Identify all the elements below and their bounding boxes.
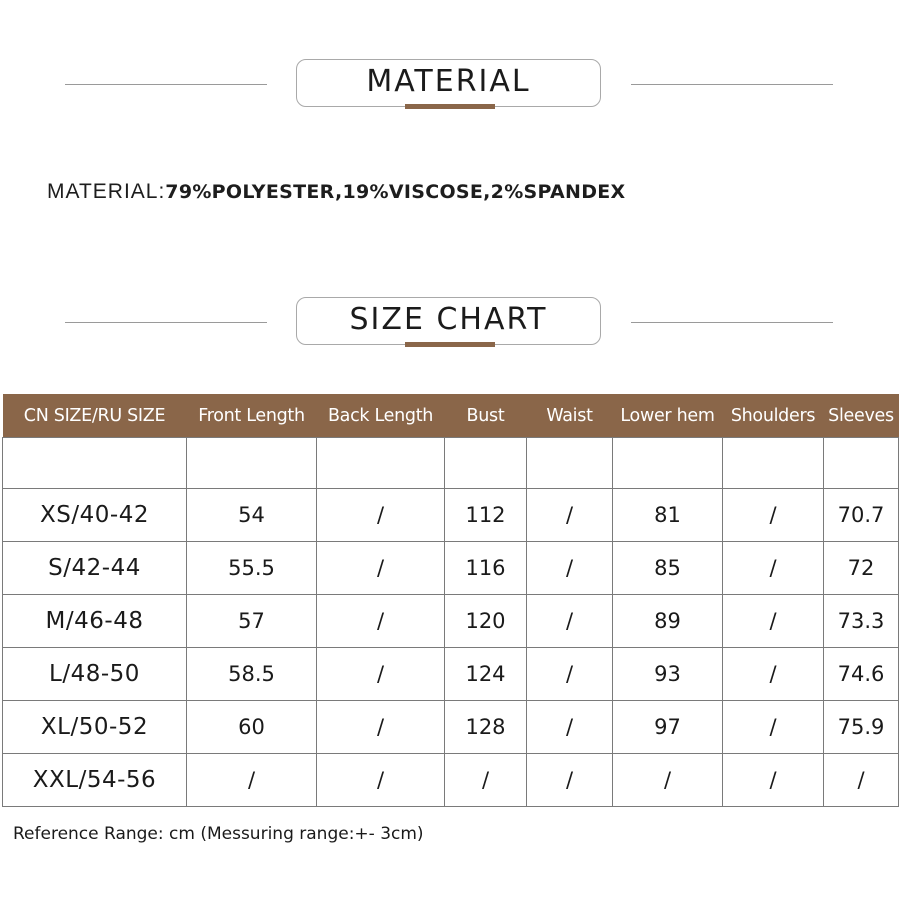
table-cell: / (527, 595, 613, 648)
table-cell: M/46-48 (3, 595, 187, 648)
table-cell: / (723, 595, 824, 648)
table-cell: 55.5 (187, 542, 317, 595)
title-accent-bar (405, 104, 495, 109)
table-cell: / (317, 701, 445, 754)
table-cell: 54 (187, 489, 317, 542)
table-cell (317, 438, 445, 489)
material-composition (47, 180, 626, 204)
table-cell: 116 (445, 542, 527, 595)
table-row (3, 489, 899, 542)
table-cell: 75.9 (824, 701, 899, 754)
table-cell: 70.7 (824, 489, 899, 542)
size-chart-section-header (0, 297, 901, 349)
table-cell: S/42-44 (3, 542, 187, 595)
material-title-box (296, 59, 601, 107)
divider-line-left (65, 322, 267, 323)
table-cell: 60 (187, 701, 317, 754)
table-cell: L/48-50 (3, 648, 187, 701)
table-cell: XXL/54-56 (3, 754, 187, 807)
column-header: Front Length (187, 394, 317, 438)
table-header-row (3, 394, 899, 438)
table-cell: 89 (613, 595, 723, 648)
table-cell (824, 438, 899, 489)
table-cell: 93 (613, 648, 723, 701)
table-cell: 74.6 (824, 648, 899, 701)
material-title: MATERIAL (366, 63, 531, 99)
material-value: 79%POLYESTER,19%VISCOSE,2%SPANDEX (165, 181, 626, 203)
table-row (3, 648, 899, 701)
table-cell: / (527, 648, 613, 701)
table-cell: / (317, 595, 445, 648)
column-header: Lower hem (613, 394, 723, 438)
table-cell: / (527, 489, 613, 542)
table-cell (3, 438, 187, 489)
table-cell: / (723, 754, 824, 807)
table-cell: / (317, 648, 445, 701)
table-cell: 73.3 (824, 595, 899, 648)
table-row-blank (3, 438, 899, 489)
table-cell (527, 438, 613, 489)
table-cell: 120 (445, 595, 527, 648)
reference-range-note: Reference Range: cm (Messuring range:+- 3cm) (13, 824, 424, 844)
column-header: Bust (445, 394, 527, 438)
column-header: Waist (527, 394, 613, 438)
table-cell: / (613, 754, 723, 807)
divider-line-right (631, 322, 833, 323)
material-section-header (0, 59, 901, 111)
table-cell: / (187, 754, 317, 807)
size-chart-title-box (296, 297, 601, 345)
table-cell (187, 438, 317, 489)
table-cell: 72 (824, 542, 899, 595)
table-cell (723, 438, 824, 489)
divider-line-left (65, 84, 267, 85)
column-header: CN SIZE/RU SIZE (3, 394, 187, 438)
table-row (3, 542, 899, 595)
material-label: MATERIAL: (47, 180, 166, 203)
size-chart-title: SIZE CHART (349, 301, 548, 337)
table-cell: XL/50-52 (3, 701, 187, 754)
table-cell: / (527, 754, 613, 807)
table-cell: 58.5 (187, 648, 317, 701)
table-row (3, 595, 899, 648)
table-cell: / (723, 648, 824, 701)
column-header: Sleeves (824, 394, 899, 438)
table-cell: 85 (613, 542, 723, 595)
table-row (3, 754, 899, 807)
table-cell: 97 (613, 701, 723, 754)
table-cell: / (317, 754, 445, 807)
table-cell (445, 438, 527, 489)
table-row (3, 701, 899, 754)
table-cell: / (317, 489, 445, 542)
table-cell: / (723, 701, 824, 754)
table-cell: / (723, 489, 824, 542)
table-cell: 112 (445, 489, 527, 542)
divider-line-right (631, 84, 833, 85)
table-cell (613, 438, 723, 489)
table-cell: / (317, 542, 445, 595)
size-chart-table (2, 394, 899, 807)
title-accent-bar (405, 342, 495, 347)
table-cell: 81 (613, 489, 723, 542)
table-cell: / (723, 542, 824, 595)
table-cell: 57 (187, 595, 317, 648)
table-cell: 128 (445, 701, 527, 754)
table-cell: / (527, 701, 613, 754)
column-header: Shoulders (723, 394, 824, 438)
table-cell: XS/40-42 (3, 489, 187, 542)
table-cell: / (824, 754, 899, 807)
table-cell: / (445, 754, 527, 807)
table-cell: / (527, 542, 613, 595)
table-cell: 124 (445, 648, 527, 701)
column-header: Back Length (317, 394, 445, 438)
